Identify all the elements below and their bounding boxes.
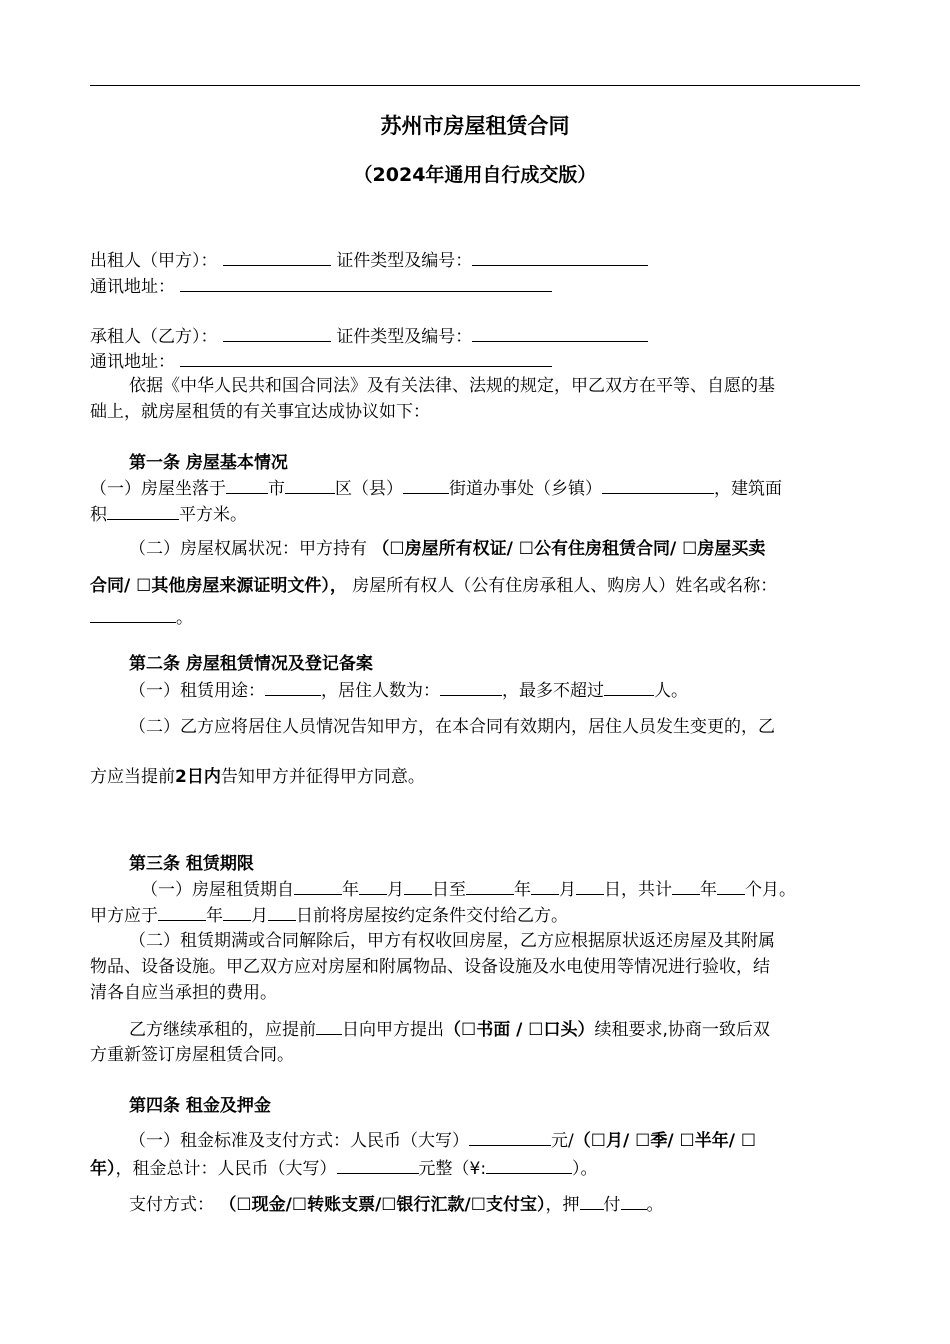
end-year-blank[interactable] [466,879,514,895]
rent-unit: 元/ [551,1131,574,1151]
end-month-blank[interactable] [531,879,559,895]
month-unit: 月 [387,880,404,900]
art1-p1-line2 [90,504,870,525]
max-residents-blank[interactable] [604,680,654,696]
article-1-heading: 第一条 房屋基本情况 [129,453,288,473]
art2-p2-line1: （二）乙方应将居住人员情况告知甲方，在本合同有效期内，居住人员发生变更的，乙 [129,717,775,737]
rent-period-options[interactable]: （☐月/ ☐季/ ☐半年/ ☐ [573,1131,757,1151]
document-subtitle: （2024年通用自行成交版） [353,164,597,186]
area-label: 积 [90,505,107,525]
lessor-id-label: 证件类型及编号： [336,251,473,271]
owner-name-label: 房屋所有权人（公有住房承租人、购房人）姓名或名称： [352,576,778,596]
period: 。 [176,608,193,628]
art2-p1 [129,680,909,701]
total-label: ，共计 [621,880,672,900]
persons-unit: 人。 [654,681,688,701]
residents-blank[interactable] [440,680,502,696]
art1-p2-line2 [90,576,870,596]
year-unit: 年 [700,880,717,900]
delivery-year-blank[interactable] [158,905,206,921]
art4-p2 [129,1194,909,1215]
pay-blank[interactable] [621,1194,647,1210]
article-4-heading: 第四条 租金及押金 [129,1096,271,1116]
art3-p1-line1 [141,879,921,900]
total-months-blank[interactable] [717,879,745,895]
lessee-address-line [90,351,870,372]
area-label-start: ，建筑面 [714,479,782,499]
art1-p2-line1 [129,539,909,559]
deposit-label: ，押 [545,1195,580,1215]
year-unit: 年 [342,880,359,900]
intro-line-2: 础上，就房屋租赁的有关事宜达成协议如下： [90,402,430,422]
rent-total-label: ，租金总计：人民币（大写） [115,1159,337,1179]
rent-total-numeric-label: 元整（¥: [418,1159,487,1179]
lessor-address-line [90,276,870,297]
rent-amount-blank[interactable] [469,1130,551,1146]
month-unit: 月 [559,880,576,900]
to-text: 至 [449,880,466,900]
lessor-address-label: 通讯地址： [90,277,175,297]
notice-text: 方应当提前 [90,767,175,787]
month-unit: 月 [251,906,268,926]
total-years-blank[interactable] [672,879,700,895]
year-unit: 年 [206,906,223,926]
purpose-label: （一）租赁用途： [129,681,265,701]
ownership-label: （二）房屋权属状况：甲方持有 [129,539,367,559]
document-title: 苏州市房屋租赁合同 [380,114,570,138]
art2-p2-line2 [90,767,870,787]
start-year-blank[interactable] [294,879,342,895]
notice-days: 2日内 [175,767,221,787]
art1-p2-line3 [90,607,870,628]
lessee-line [90,326,870,347]
art3-p3-line1 [129,1019,909,1040]
deposit-blank[interactable] [580,1194,604,1210]
purpose-blank[interactable] [265,680,321,696]
lessor-id-blank[interactable] [472,250,648,266]
township-blank[interactable] [602,478,714,494]
rent-label: （一）租金标准及支付方式：人民币（大写） [129,1131,469,1151]
article-3-heading: 第三条 租赁期限 [129,854,254,874]
art4-p1-line2 [90,1158,870,1179]
article-2-heading: 第二条 房屋租赁情况及登记备案 [129,654,373,674]
year-unit: 年 [514,880,531,900]
art3-p3-line2: 方重新签订房屋租赁合同。 [90,1045,294,1065]
residents-label: ，居住人数为： [321,681,440,701]
start-day-blank[interactable] [404,879,432,895]
rent-total-close: ）。 [572,1159,598,1179]
ownership-options-2[interactable]: 合同/ ☐其他房屋来源证明文件）， [90,576,347,596]
lessor-address-blank[interactable] [180,276,552,292]
district-label: 区（县） [335,479,403,499]
delivery-label: 甲方应于 [90,906,158,926]
notice-text-end: 告知甲方并征得甲方同意。 [220,767,425,787]
months-unit: 个月。 [745,880,796,900]
start-month-blank[interactable] [359,879,387,895]
city-label: 市 [268,479,285,499]
art4-p1-line1 [129,1130,909,1151]
lessee-id-blank[interactable] [472,326,648,342]
lessee-address-blank[interactable] [180,351,552,367]
delivery-month-blank[interactable] [223,905,251,921]
end-day-blank[interactable] [576,879,604,895]
renewal-days-blank[interactable] [316,1019,342,1035]
lessor-label: 出租人（甲方）： [90,251,218,271]
owner-name-blank[interactable] [90,607,176,623]
art3-p1-line2 [90,905,870,926]
lessee-id-label: 证件类型及编号： [336,327,473,347]
delivery-text: 日前将房屋按约定条件交付给乙方。 [296,906,568,926]
period: 。 [646,1195,664,1215]
art3-p2-line1: （二）租赁期满或合同解除后，甲方有权收回房屋，乙方应根据原状返还房屋及其附属 [129,931,775,951]
renewal-text: 日向甲方提出 [342,1020,444,1040]
renewal-text-end: 续租要求,协商一致后双 [594,1020,770,1040]
renewal-label: 乙方继续承租的，应提前 [129,1020,316,1040]
art3-p2-line3: 清各自应当承担的费用。 [90,983,277,1003]
payment-method-label: 支付方式： [129,1195,214,1215]
art1-location-label: （一）房屋坐落于 [90,479,226,499]
street-label: 街道办事处（乡镇） [449,479,602,499]
max-residents-label: ，最多不超过 [502,681,604,701]
lessor-name-blank[interactable] [223,250,331,266]
art3-p2-line2: 物品、设备设施。甲乙双方应对房屋和附属物品、设备设施及水电使用等情况进行验收，结 [90,957,770,977]
rent-total-numeric-blank[interactable] [486,1158,572,1174]
renewal-method-options[interactable]: （☐书面 / ☐口头） [444,1020,595,1040]
delivery-day-blank[interactable] [268,905,296,921]
payment-method-options[interactable]: （☐现金/☐转账支票/☐银行汇款/☐支付宝） [219,1195,546,1215]
lessee-address-label: 通讯地址： [90,352,175,372]
header-rule [90,85,860,86]
street-blank[interactable] [403,478,449,494]
lessee-name-blank[interactable] [223,326,331,342]
term-label: （一）房屋租赁期自 [141,880,294,900]
district-blank[interactable] [285,478,335,494]
area-unit: 平方米。 [179,505,247,525]
area-blank[interactable] [107,504,179,520]
lessee-label-text: 承租人（乙方）： [90,327,218,347]
art1-p1-line1 [90,478,870,499]
pay-label: 付 [603,1195,621,1215]
day-unit: 日 [432,880,449,900]
rent-period-options-end[interactable]: 年） [90,1159,116,1179]
rent-total-blank[interactable] [337,1158,419,1174]
lessor-line [90,250,870,271]
day-unit: 日 [604,880,621,900]
ownership-options-1[interactable]: （☐房屋所有权证/ ☐公有住房租赁合同/ ☐房屋买卖 [372,539,766,559]
city-blank[interactable] [226,478,268,494]
intro-line-1: 依据《中华人民共和国合同法》及有关法律、法规的规定，甲乙双方在平等、自愿的基 [129,376,775,396]
